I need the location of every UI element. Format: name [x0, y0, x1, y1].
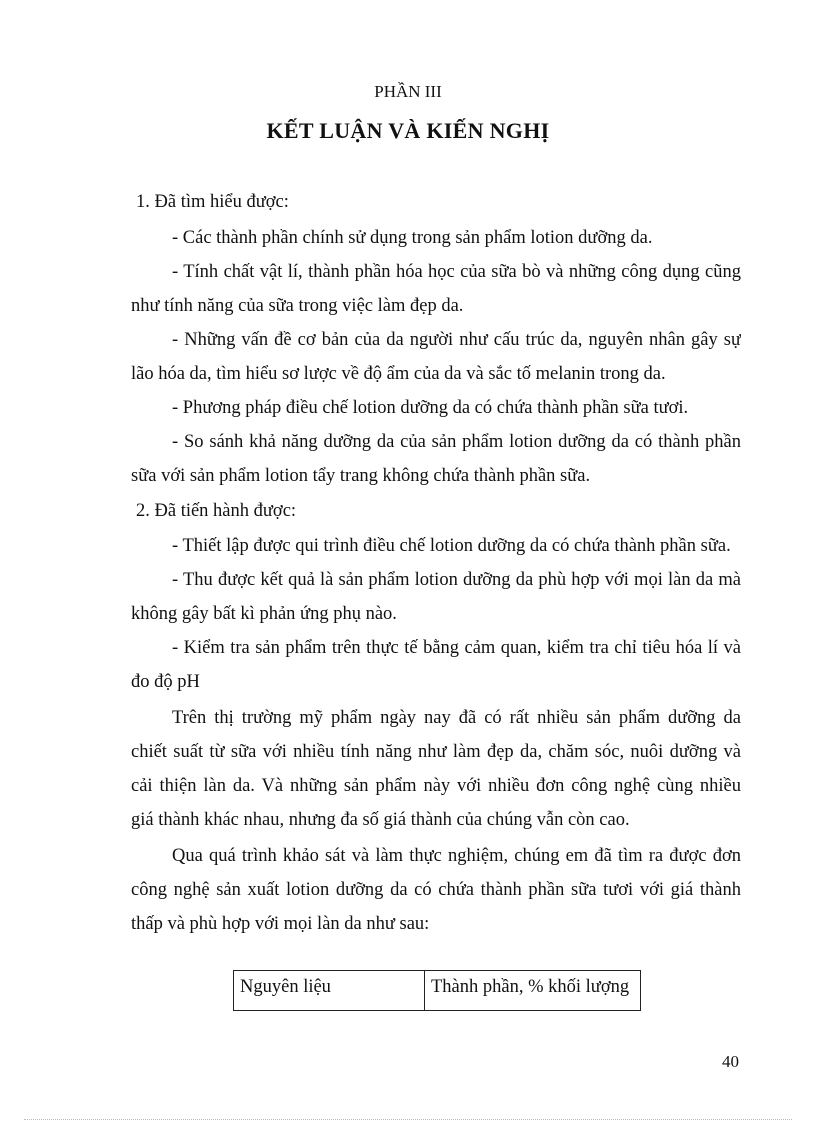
page-title: KẾT LUẬN VÀ KIẾN NGHỊ: [266, 118, 550, 143]
section-1-title: 1. Đã tìm hiểu được:: [136, 192, 289, 212]
page-bottom-divider: [24, 1119, 792, 1120]
section-1-item: - So sánh khả năng dưỡng da của sản phẩm lotion dưỡng da có thành phần: [172, 432, 741, 452]
paragraph-1-line: Trên thị trường mỹ phẩm ngày nay đã có rất nhiều sản phẩm dưỡng da: [172, 708, 741, 728]
page-number: 40: [722, 1052, 739, 1071]
section-1-item: - Tính chất vật lí, thành phần hóa học của sữa bò và những công dụng cũng: [172, 262, 741, 282]
section-1-item: - Những vấn đề cơ bản của da người như cấu trúc da, nguyên nhân gây sự: [172, 330, 741, 350]
section-2-item: - Thu được kết quả là sản phẩm lotion dưỡng da phù hợp với mọi làn da mà: [172, 570, 741, 590]
section-1-item-continued: sữa với sản phẩm lotion tẩy trang không chứa thành phần sữa.: [131, 466, 591, 486]
section-2-item-continued: đo độ pH: [131, 672, 200, 692]
section-2-title: 2. Đã tiến hành được:: [136, 501, 297, 521]
section-1-item-continued: như tính năng của sữa trong việc làm đẹp da.: [131, 296, 464, 316]
paragraph-2-line: Qua quá trình khảo sát và làm thực nghiệm, chúng em đã tìm ra được đơn: [172, 846, 741, 866]
section-1-item-continued: lão hóa da, tìm hiểu sơ lược về độ ẩm của da và sắc tố melanin trong da.: [131, 364, 666, 384]
section-2-item-continued: không gây bất kì phản ứng phụ nào.: [131, 604, 397, 624]
table-header-cell-material: Nguyên liệu: [234, 971, 425, 1011]
section-2-item: - Kiểm tra sản phẩm trên thực tế bằng cảm quan, kiểm tra chỉ tiêu hóa lí và: [172, 638, 741, 658]
paragraph-1-line: giá thành khác nhau, nhưng đa số giá thành của chúng vẫn còn cao.: [131, 810, 630, 830]
section-1-item: - Phương pháp điều chế lotion dưỡng da có chứa thành phần sữa tươi.: [172, 398, 689, 418]
part-label: PHẦN III: [374, 82, 442, 101]
section-2-item: - Thiết lập được qui trình điều chế lotion dưỡng da có chứa thành phần sữa.: [172, 536, 731, 556]
materials-table: [233, 970, 641, 1011]
paragraph-2-line: thấp và phù hợp với mọi làn da như sau:: [131, 914, 430, 934]
paragraph-1-line: cải thiện làn da. Và những sản phẩm này với nhiều đơn công nghệ cùng nhiều: [131, 776, 741, 796]
paragraph-1-line: chiết suất từ sữa với nhiều tính năng như làm đẹp da, chăm sóc, nuôi dưỡng và: [131, 742, 741, 762]
section-1-item: - Các thành phần chính sử dụng trong sản phẩm lotion dưỡng da.: [172, 228, 653, 248]
table-header-row: [234, 971, 641, 1011]
table-header-cell-composition: Thành phần, % khối lượng: [425, 971, 641, 1011]
paragraph-2-line: công nghệ sản xuất lotion dưỡng da có chứa thành phần sữa tươi với giá thành: [131, 880, 741, 900]
